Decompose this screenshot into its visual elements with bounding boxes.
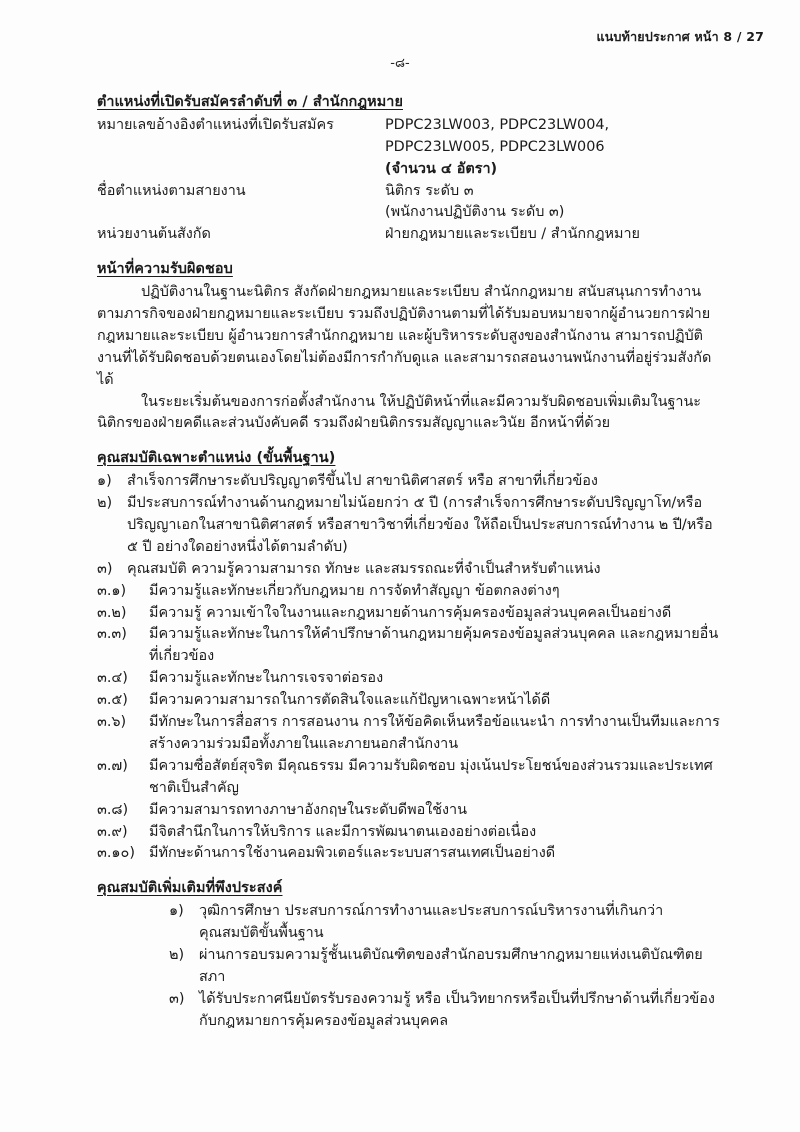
reference-number-value-line-2: PDPC23LW005, PDPC23LW006	[385, 138, 605, 155]
list-item	[97, 471, 722, 493]
page-folio-number: -๘-	[390, 56, 410, 71]
list-item	[97, 581, 722, 603]
list-marker: ๓.๙)	[97, 823, 128, 840]
position-name-value: นิติกร ระดับ ๓	[385, 182, 474, 199]
list-marker: ๓.๒)	[97, 604, 127, 621]
list-marker: ๓.๓)	[97, 626, 127, 643]
list-item	[97, 756, 722, 800]
list-item	[97, 712, 722, 756]
unit-value: ฝ่ายกฎหมายและระเบียบ / สำนักกฎหมาย	[385, 226, 640, 243]
list-marker: ๑)	[97, 473, 112, 490]
reference-number-value-line-1: PDPC23LW003, PDPC23LW004,	[385, 116, 610, 133]
list-marker: ๓.๑)	[97, 582, 127, 599]
list-text: วุฒิการศึกษา ประสบการณ์การทำงานและประสบการณ์บริหารงานที่เกินกว่าคุณสมบัติขั้นพื้นฐาน	[199, 903, 664, 942]
vacancy-count: (จำนวน ๔ อัตรา)	[385, 160, 498, 177]
list-marker: ๓.๑๐)	[97, 845, 135, 862]
list-marker: ๓)	[169, 990, 185, 1007]
list-text: มีความสามารถทางภาษาอังกฤษในระดับดีพอใช้งาน	[149, 801, 467, 818]
reference-number-row	[97, 115, 722, 137]
list-marker: ๓.๘)	[97, 801, 129, 818]
list-item	[97, 843, 722, 865]
list-text: มีความรู้และทักษะในการให้คำปรึกษาด้านกฎหมายคุ้มครองข้อมูลส่วนบุคคล และกฎหมายอื่นที่เกี่ยวข้อง	[149, 626, 719, 665]
list-text: มีทักษะด้านการใช้งานคอมพิวเตอร์และระบบสารสนเทศเป็นอย่างดี	[149, 845, 556, 862]
list-text: มีความรู้และทักษะในการเจรจาต่อรอง	[149, 670, 384, 687]
list-text: มีความความสามารถในการตัดสินใจและแก้ปัญหาเฉพาะหน้าได้ดี	[149, 692, 551, 709]
list-text: มีทักษะในการสื่อสาร การสอนงาน การให้ข้อคิดเห็นหรือข้อแนะนำ การทำงานเป็นทีมและการสร้างความร่วมมือทั้งภายในและภายนอกสำนักงาน	[149, 714, 720, 752]
unit-label: หน่วยงานต้นสังกัด	[97, 226, 211, 243]
list-item	[169, 901, 722, 945]
responsibilities-paragraph-1: ปฏิบัติงานในฐานะนิติกร สังกัดฝ่ายกฎหมายและระเบียบ สำนักกฎหมาย สนับสนุนการทำงานตามภารกิจของฝ่ายกฎหมายและระเบียบ รวมถึงปฏิบัติงานตามที่ได้รับมอบหมายจากผู้อำนวยการฝ่ายกฎหมายและระเบียบ ผู้อำนวยการสำนักกฎหมาย และผู้บริหารระดับสูงของสำนักงาน สามารถปฏิบัติงานที่ได้รับผิดชอบด้วยตนเองโดยไม่ต้องมีการกำกับดูแล และสามารถสอนงานพนักงานที่อยู่ร่วมสังกัดได้	[97, 284, 712, 388]
list-marker: ๓.๗)	[97, 757, 128, 774]
list-item	[97, 493, 722, 559]
list-text: ได้รับประกาศนียบัตรรับรองความรู้ หรือ เป็นวิทยากรหรือเป็นที่ปรึกษาด้านที่เกี่ยวข้องกับกฎหมายการคุ้มครองข้อมูลส่วนบุคคล	[199, 990, 715, 1029]
position-info-block	[97, 115, 722, 246]
list-item	[97, 690, 722, 712]
list-text: มีความซื่อสัตย์สุจริต มีคุณธรรม มีความรับผิดชอบ มุ่งเน้นประโยชน์ของส่วนรวมและประเทศชาติเป็นสำคัญ	[149, 757, 713, 796]
reference-number-label: หมายเลขอ้างอิงตำแหน่งที่เปิดรับสมัคร	[97, 116, 334, 133]
basic-qualifications-heading: คุณสมบัติเฉพาะตำแหน่ง (ขั้นพื้นฐาน)	[97, 450, 336, 467]
basic-qualifications-list	[97, 471, 722, 580]
responsibilities-heading: หน้าที่ความรับผิดชอบ	[97, 261, 233, 278]
list-marker: ๓.๔)	[97, 670, 128, 687]
additional-qualifications-list	[169, 901, 722, 1032]
basic-qualifications-sublist	[97, 581, 722, 866]
list-marker: ๓)	[97, 560, 113, 577]
list-text: สำเร็จการศึกษาระดับปริญญาตรีขึ้นไป สาขานิติศาสตร์ หรือ สาขาที่เกี่ยวข้อง	[127, 473, 598, 490]
list-item	[97, 668, 722, 690]
list-marker: ๓.๕)	[97, 692, 128, 709]
page-title: ตำแหน่งที่เปิดรับสมัครลำดับที่ ๓ / สำนักกฎหมาย	[97, 94, 403, 110]
list-item	[97, 559, 722, 581]
list-marker: ๓.๖)	[97, 714, 127, 731]
position-name-label: ชื่อตำแหน่งตามสายงาน	[97, 182, 246, 199]
list-item	[97, 800, 722, 822]
additional-qualifications-heading: คุณสมบัติเพิ่มเติมที่พึงประสงค์	[97, 880, 283, 897]
list-item	[97, 603, 722, 625]
position-name-row	[97, 181, 722, 203]
list-text: มีประสบการณ์ทำงานด้านกฎหมายไม่น้อยกว่า ๕ ปี (การสำเร็จการศึกษาระดับปริญญาโท/หรือปริญญาเอกในสาขานิติศาสตร์ หรือสาขาวิชาที่เกี่ยวข้อง ให้ถือเป็นประสบการณ์ทำงาน ๒ ปี/หรือ ๕ ปี อย่างใดอย่างหนึ่งได้ตามลำดับ)	[127, 495, 713, 555]
document-body	[97, 92, 722, 1033]
responsibilities-paragraph-2: ในระยะเริ่มต้นของการก่อตั้งสำนักงาน ให้ปฏิบัติหน้าที่และมีความรับผิดชอบเพิ่มเติมในฐานะนิติกรของฝ่ายคดีและส่วนบังคับคดี รวมถึงฝ่ายนิติกรรมสัญญาและวินัย อีกหน้าที่ด้วย	[97, 393, 702, 432]
list-text: มีจิตสำนึกในการให้บริการ และมีการพัฒนาตนเองอย่างต่อเนื่อง	[149, 823, 537, 840]
list-marker: ๒)	[169, 946, 185, 963]
unit-row	[97, 224, 722, 246]
list-marker: ๒)	[97, 495, 113, 512]
running-head: แนบท้ายประกาศ หน้า 8 / 27	[596, 29, 764, 44]
list-text: คุณสมบัติ ความรู้ความสามารถ ทักษะ และสมรรถณะที่จำเป็นสำหรับตำแหน่ง	[127, 560, 601, 577]
list-item	[97, 624, 722, 668]
list-text: มีความรู้และทักษะเกี่ยวกับกฎหมาย การจัดทำสัญญา ข้อตกลงต่างๆ	[149, 582, 560, 599]
list-item	[97, 822, 722, 844]
list-text: มีความรู้ ความเข้าใจในงานและกฎหมายด้านการคุ้มครองข้อมูลส่วนบุคคลเป็นอย่างดี	[149, 604, 672, 621]
list-text: ผ่านการอบรมความรู้ชั้นเนติบัณฑิตของสำนักอบรมศึกษากฎหมายแห่งเนติบัณฑิตยสภา	[199, 946, 703, 985]
list-marker: ๑)	[169, 903, 184, 920]
list-item	[169, 945, 722, 989]
position-name-subvalue: (พนักงานปฏิบัติงาน ระดับ ๓)	[385, 204, 565, 221]
list-item	[169, 989, 722, 1033]
